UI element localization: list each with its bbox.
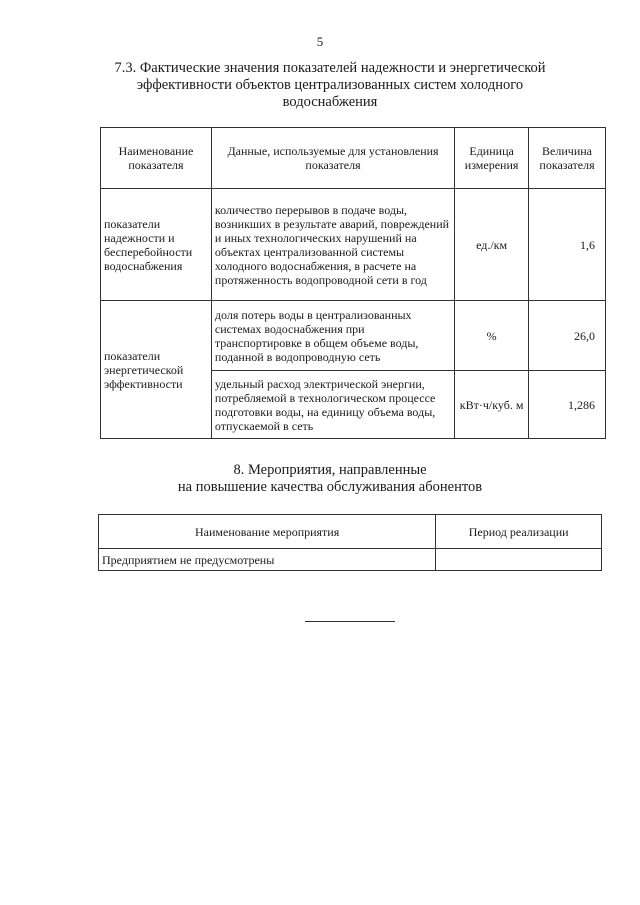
indicator-group: показатели энергетической эффективности [101,301,212,439]
indicator-unit: % [455,301,529,371]
section-8-title [60,462,600,496]
indicator-unit: кВт·ч/куб. м [455,371,529,439]
page-number: 5 [316,34,324,49]
title-line: эффективности объектов централизованных систем холодного [136,77,524,93]
end-divider-line [305,621,395,622]
indicator-value: 1,6 [529,189,606,301]
title-line: водоснабжения [282,94,378,110]
measures-table [98,514,602,571]
header-unit: Единица измерения [455,128,529,189]
indicator-data: доля потерь воды в централизованных системах водоснабжения при транспортировке в общем объеме воды, поданной в водопроводную сеть [211,301,454,371]
indicator-data: удельный расход электрической энергии, потребляемой в технологическом процессе подготовки воды, на единицу объема воды, отпускаемой в сеть [211,371,454,439]
measure-name: Предприятием не предусмотрены [99,549,436,571]
title-line: 8. Мероприятия, направленные [233,462,427,478]
measure-period [436,549,602,571]
section-7-3-title [60,60,600,111]
indicators-table [100,127,606,439]
table-row [101,189,606,301]
table-row [101,301,606,371]
table-header-row [101,128,606,189]
header-data-used: Данные, используемые для установления показателя [211,128,454,189]
indicator-group: показатели надежности и бесперебойности водоснабжения [101,189,212,301]
indicator-value: 26,0 [529,301,606,371]
table-row [99,549,602,571]
title-line: на повышение качества обслуживания абонентов [177,479,483,495]
indicator-value: 1,286 [529,371,606,439]
header-value: Величина показателя [529,128,606,189]
header-measure-name: Наименование мероприятия [99,515,436,549]
indicator-unit: ед./км [455,189,529,301]
table-header-row [99,515,602,549]
header-indicator-name: Наименование показателя [101,128,212,189]
title-line: 7.3. Фактические значения показателей надежности и энергетической [114,60,546,76]
header-period: Период реализации [436,515,602,549]
indicator-data: количество перерывов в подаче воды, возникших в результате аварий, повреждений и иных технологических нарушений на объектах централизованной системы холодного водоснабжения, в расчете на протяженность водопроводной сети в год [211,189,454,301]
